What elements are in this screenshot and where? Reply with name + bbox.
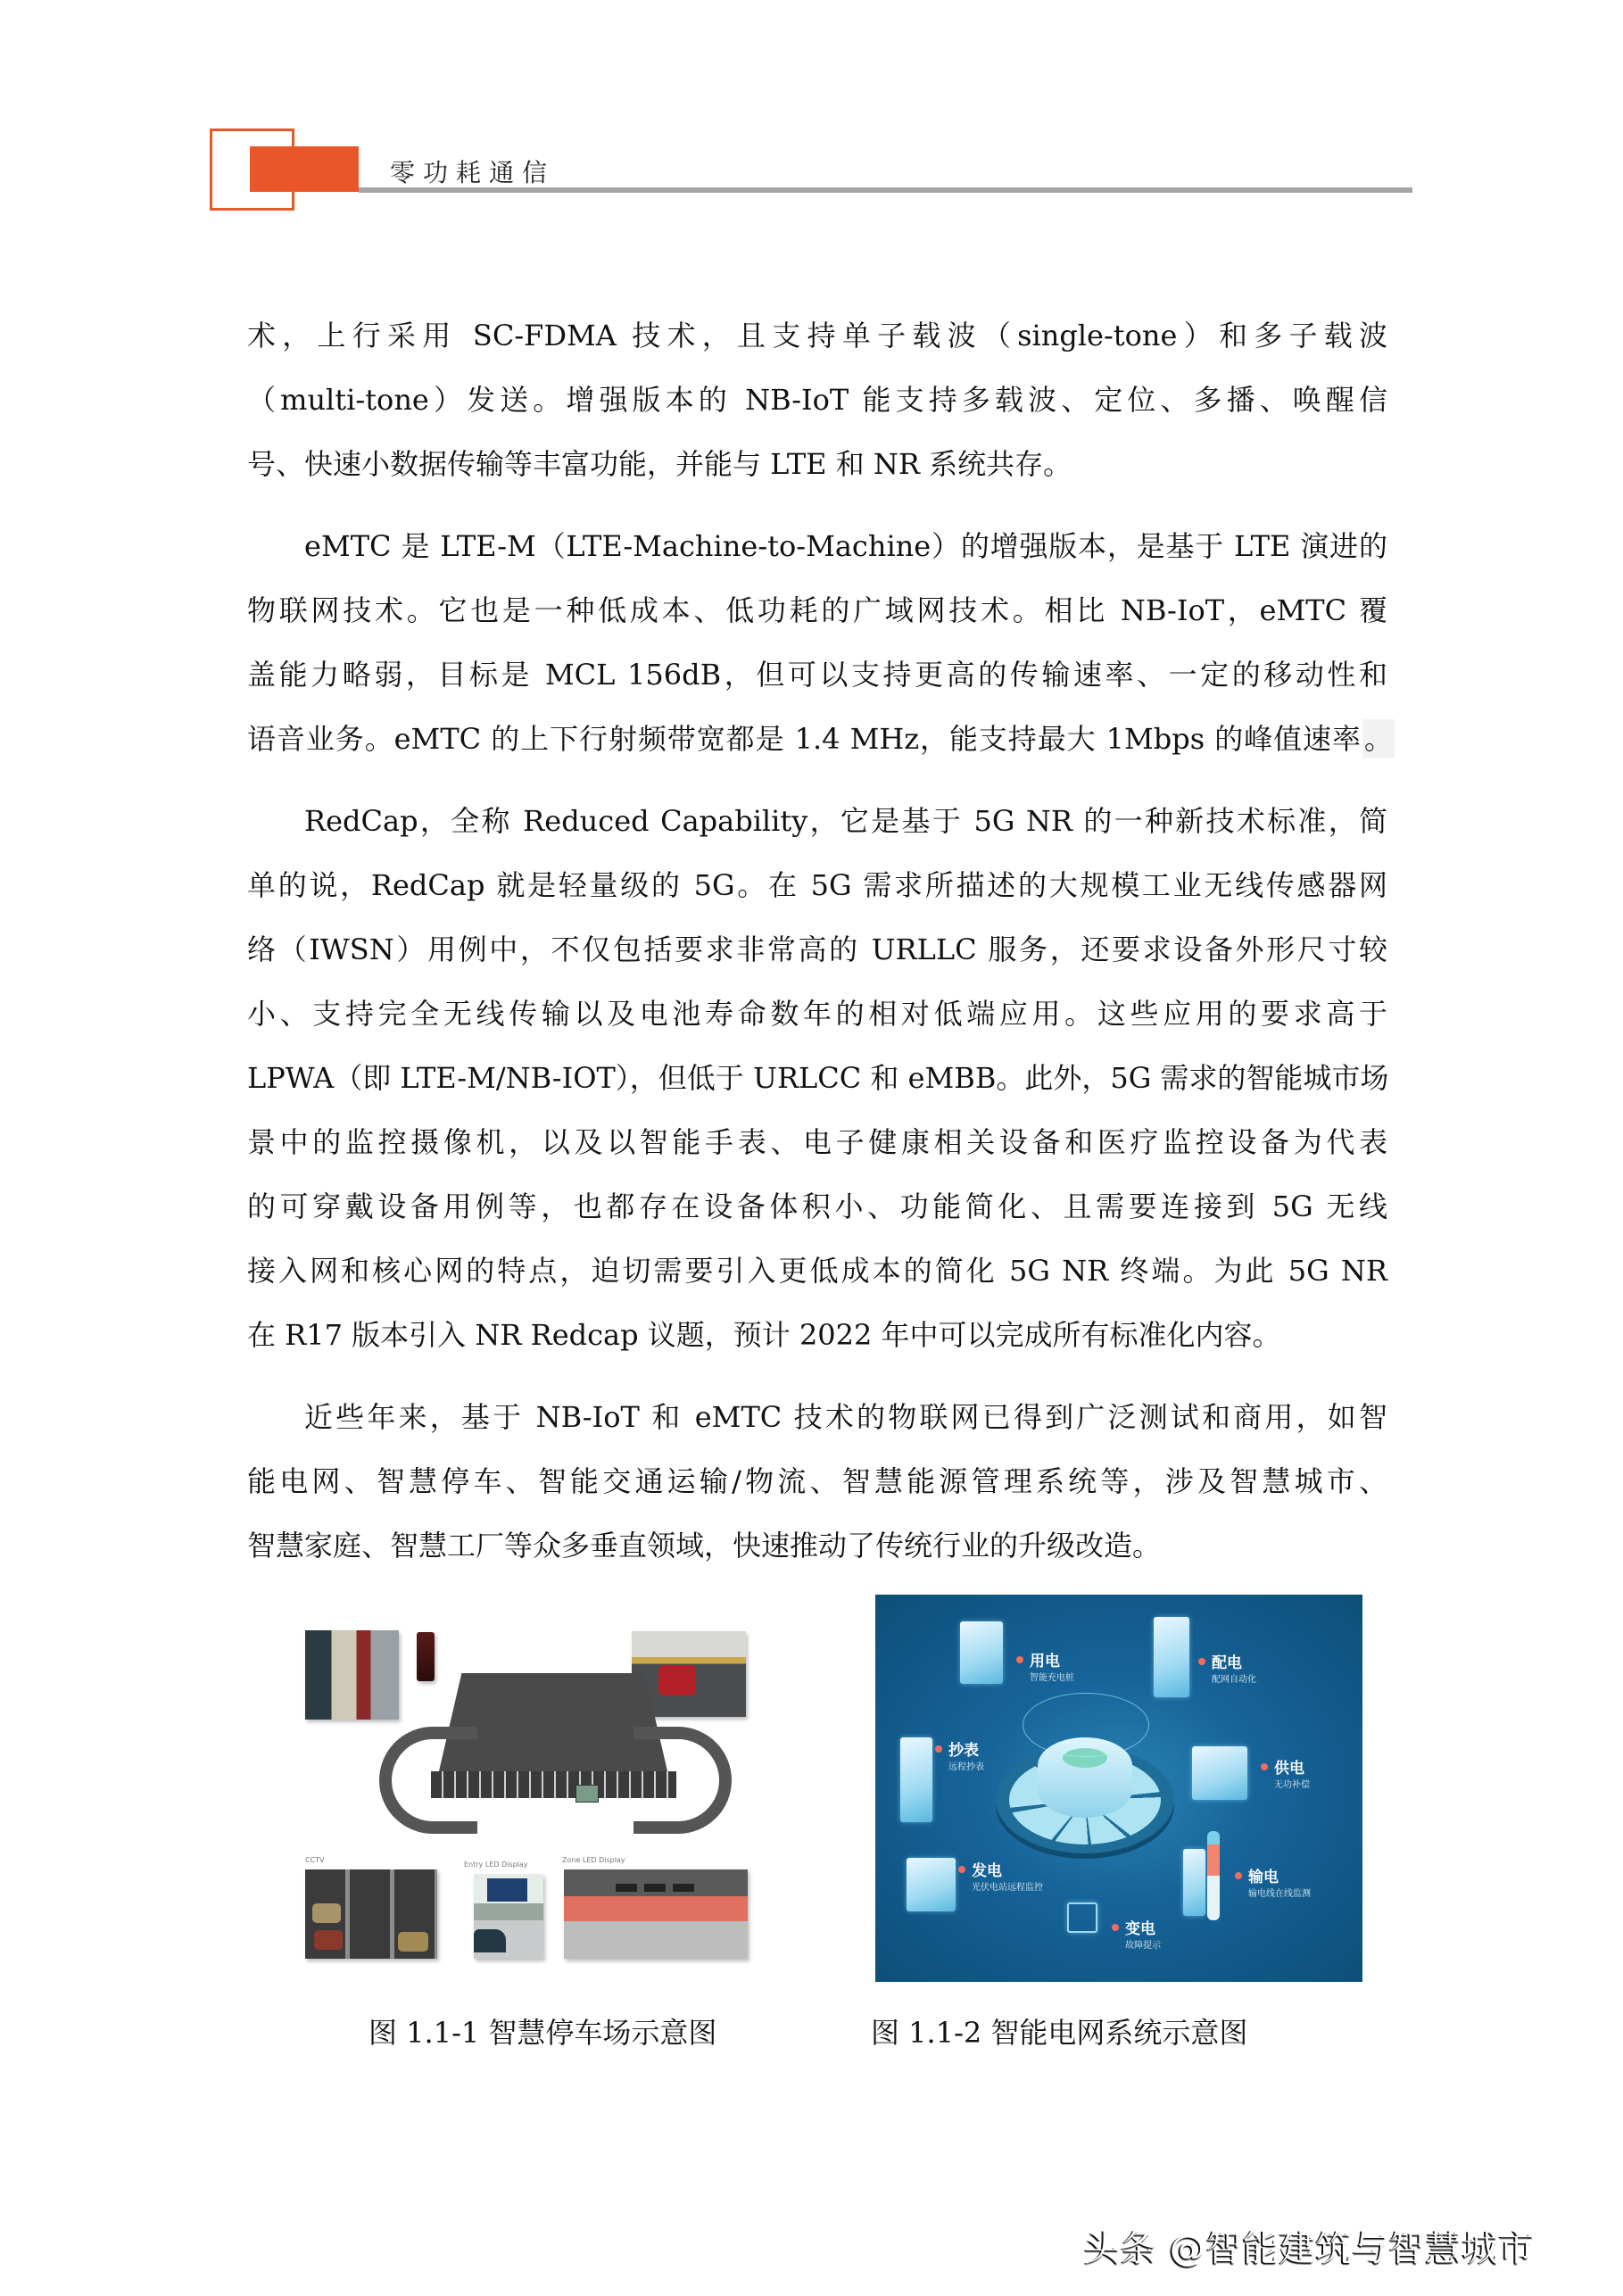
parking-deck-illustration <box>379 1673 732 1843</box>
distribution-cabinet-icon <box>1154 1617 1189 1697</box>
car <box>312 1903 341 1923</box>
bullet-dot <box>1112 1924 1119 1931</box>
text-line: eMTC 是 LTE-M（LTE-Machine-to-Machine）的增强版本，是基于 LTE 演进的 <box>304 529 1387 563</box>
building-icon <box>960 1621 1003 1684</box>
entry-display-photo <box>474 1874 543 1959</box>
office-building-icon <box>1192 1746 1247 1800</box>
text-line-content: 语音业务。eMTC 的上下行射频带宽都是 1.4 MHz，能支持最大 1Mbps 的峰值速率 <box>247 722 1361 756</box>
ramp-right <box>633 1727 732 1834</box>
figure-caption-grid: 图 1.1-2 智能电网系统示意图 <box>871 2016 1248 2050</box>
bullet-dot <box>958 1866 965 1873</box>
bullet-dot <box>1235 1872 1242 1879</box>
text-line: 接入网和核心网的特点，迫切需要引入更低成本的简化 5G NR 终端。为此 5G NR <box>247 1254 1387 1288</box>
text-line: （multi-tone）发送。增强版本的 NB-IoT 能支持多载波、定位、多播、唤醒信 <box>247 383 1387 417</box>
figure-smart-grid: 用电 智能充电桩 配电 配网自动化 抄表 远程抄表 供电 无功补偿 发电 光伏电站远程监控 输电 输电线在线监测 变电 故障提示 <box>875 1595 1362 1982</box>
label-entry-led-display: Entry LED Display <box>464 1861 528 1869</box>
car <box>398 1932 428 1952</box>
car <box>474 1929 506 1952</box>
car <box>314 1930 343 1950</box>
transmission-console-icon <box>1183 1849 1205 1916</box>
meter-reader-icon <box>900 1737 932 1822</box>
text-line: 号、快速小数据传输等丰富功能，并能与 LTE 和 NR 系统共存。 <box>247 447 1072 481</box>
hub-halo <box>1023 1693 1149 1757</box>
text-line: 物联网技术。它也是一种低成本、低功耗的广域网技术。相比 NB-IoT，eMTC 覆 <box>247 593 1387 627</box>
text-line: 盖能力略弱，目标是 MCL 156dB，但可以支持更高的传输速率、一定的移动性和 <box>247 658 1387 692</box>
bullet-dot <box>1016 1656 1023 1663</box>
text-line: 的可穿戴设备用例等，也都存在设备体积小、功能简化、且需要连接到 5G 无线 <box>247 1189 1387 1223</box>
text-line: 小、支持完全无线传输以及电池寿命数年的相对低端应用。这些应用的要求高于 <box>247 997 1387 1031</box>
zone-display-photo <box>564 1869 748 1959</box>
highlighted-period: 。 <box>1362 719 1395 758</box>
solar-station-icon <box>907 1858 956 1911</box>
operator-figure-icon <box>1207 1831 1220 1920</box>
text-line: 在 R17 版本引入 NR Redcap 议题，预计 2022 年中可以完成所有标准化内容。 <box>247 1318 1281 1352</box>
figure-caption-parking: 图 1.1-1 智慧停车场示意图 <box>368 2016 717 2050</box>
label-zone-led-display: Zone LED Display <box>562 1856 625 1864</box>
label-cctv: CCTV <box>305 1856 325 1864</box>
chapter-title: 零功耗通信 <box>390 158 556 187</box>
entry-sign <box>576 1785 599 1803</box>
bullet-dot <box>935 1745 942 1753</box>
bullet-dot <box>1198 1658 1205 1665</box>
text-line: 单的说，RedCap 就是轻量级的 5G。在 5G 需求所描述的大规模工业无线传感器网 <box>247 868 1387 902</box>
text-line <box>247 721 1361 757</box>
zone-led-panels <box>616 1884 696 1892</box>
text-line: 景中的监控摄像机，以及以智能手表、电子健康相关设备和医疗监控设备为代表 <box>247 1125 1387 1159</box>
ramp-left <box>379 1727 477 1834</box>
text-line: 络（IWSN）用例中，不仅包括要求非常高的 URLLC 服务，还要求设备外形尺寸较 <box>247 932 1387 966</box>
text-line: 能电网、智慧停车、智能交通运输/物流、智慧能源管理系统等，涉及智慧城市、 <box>247 1464 1387 1498</box>
text-line: LPWA（即 LTE-M/NB-IOT），但低于 URLCC 和 eMBB。此外，5G 需求的智能城市场 <box>247 1061 1389 1095</box>
text-line: 近些年来，基于 NB-IoT 和 eMTC 技术的物联网已得到广泛测试和商用，如智 <box>304 1400 1387 1434</box>
text-line: RedCap，全称 Reduced Capability，它是基于 5G NR 的一种新技术标准，简 <box>304 804 1387 838</box>
bullet-dot <box>1261 1763 1268 1770</box>
figure-smart-parking <box>294 1602 816 1990</box>
cctv-photo <box>305 1869 437 1959</box>
lightbulb-icon <box>1067 1902 1097 1933</box>
led-sign <box>487 1878 527 1902</box>
header-accent-block <box>250 146 359 192</box>
text-line: 智慧家庭、智慧工厂等众多垂直领域，快速推动了传统行业的升级改造。 <box>247 1529 1162 1562</box>
text-line: 术，上行采用 SC-FDMA 技术，且支持单子载波（single-tone）和多子载波 <box>247 319 1387 352</box>
watermark: 头条 @智能建筑与智慧城市 <box>1084 2228 1536 2269</box>
